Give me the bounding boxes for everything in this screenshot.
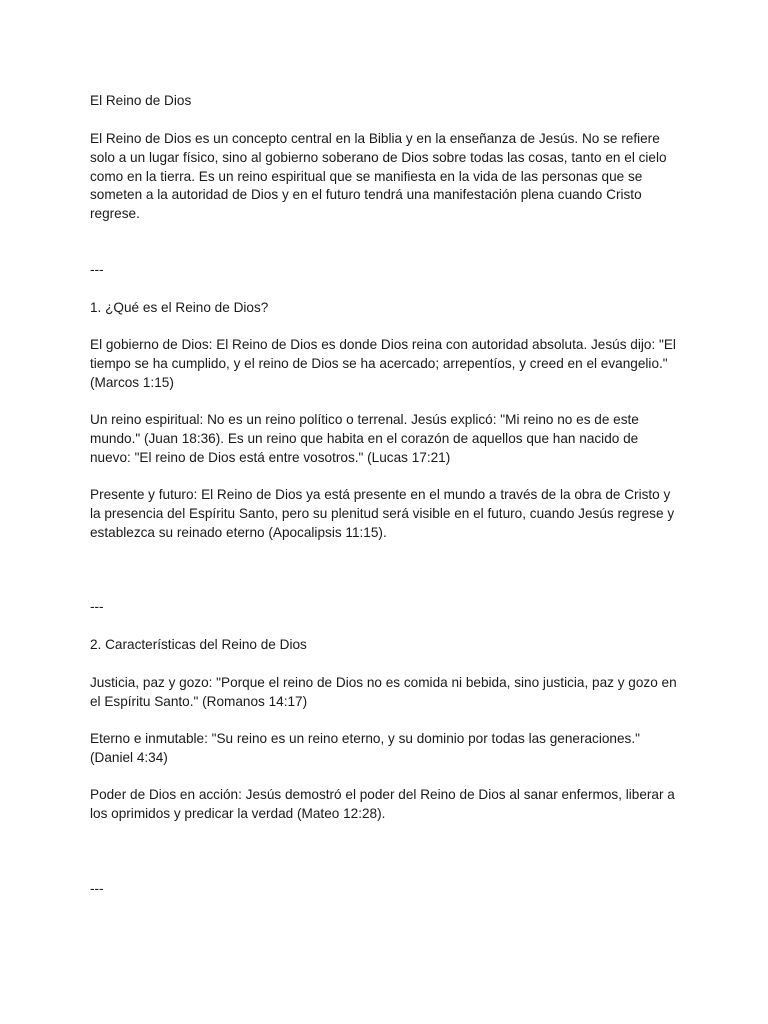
section-1-paragraph-3: Presente y futuro: El Reino de Dios ya está presente en el mundo a través de la obra de Cristo y la presencia del Espíritu Santo, pero su plenitud será visible en el futuro, cuando Jesús regrese y establezca su reinado eterno (Apocalipsis 11:15). xyxy=(90,487,675,540)
section-1-heading: 1. ¿Qué es el Reino de Dios? xyxy=(90,300,269,315)
section-1-paragraph-1: El gobierno de Dios: El Reino de Dios es donde Dios reina con autoridad absoluta. Jesús dijo: "El tiempo se ha cumplido, y el reino de Dios se ha acercado; arrepentíos, y creed en el evangelio." (Marcos 1:15) xyxy=(90,337,676,390)
intro-paragraph: El Reino de Dios es un concepto central en la Biblia y en la enseñanza de Jesús. No se refiere solo a un lugar físico, sino al gobierno soberano de Dios sobre todas las cosas, tanto en el cielo como en la tierra. Es un reino espiritual que se manifiesta en la vida de las personas que se someten a la autoridad de Dios y en el futuro tendrá una manifestación plena cuando Cristo regrese. xyxy=(90,131,667,222)
section-2-paragraph-1: Justicia, paz y gozo: "Porque el reino de Dios no es comida ni bebida, sino justicia, paz y gozo en el Espíritu Santo." (Romanos 14:17) xyxy=(90,675,677,709)
section-2-paragraph-3: Poder de Dios en acción: Jesús demostró el poder del Reino de Dios al sanar enfermos, liberar a los oprimidos y predicar la verdad (Mateo 12:28). xyxy=(90,787,675,821)
section-2-paragraph-2: Eterno e inmutable: "Su reino es un reino eterno, y su dominio por todas las generaciones." (Daniel 4:34) xyxy=(90,731,640,765)
section-1-paragraph-2: Un reino espiritual: No es un reino político o terrenal. Jesús explicó: "Mi reino no es de este mundo." (Juan 18:36). Es un reino que habita en el corazón de aquellos que han nacido de nuevo: "El reino de Dios está entre vosotros." (Lucas 17:21) xyxy=(90,412,639,465)
section-2-heading: 2. Características del Reino de Dios xyxy=(90,637,307,652)
separator: --- xyxy=(90,262,104,277)
document-title: El Reino de Dios xyxy=(90,93,192,108)
separator: --- xyxy=(90,881,104,896)
separator: --- xyxy=(90,599,104,614)
